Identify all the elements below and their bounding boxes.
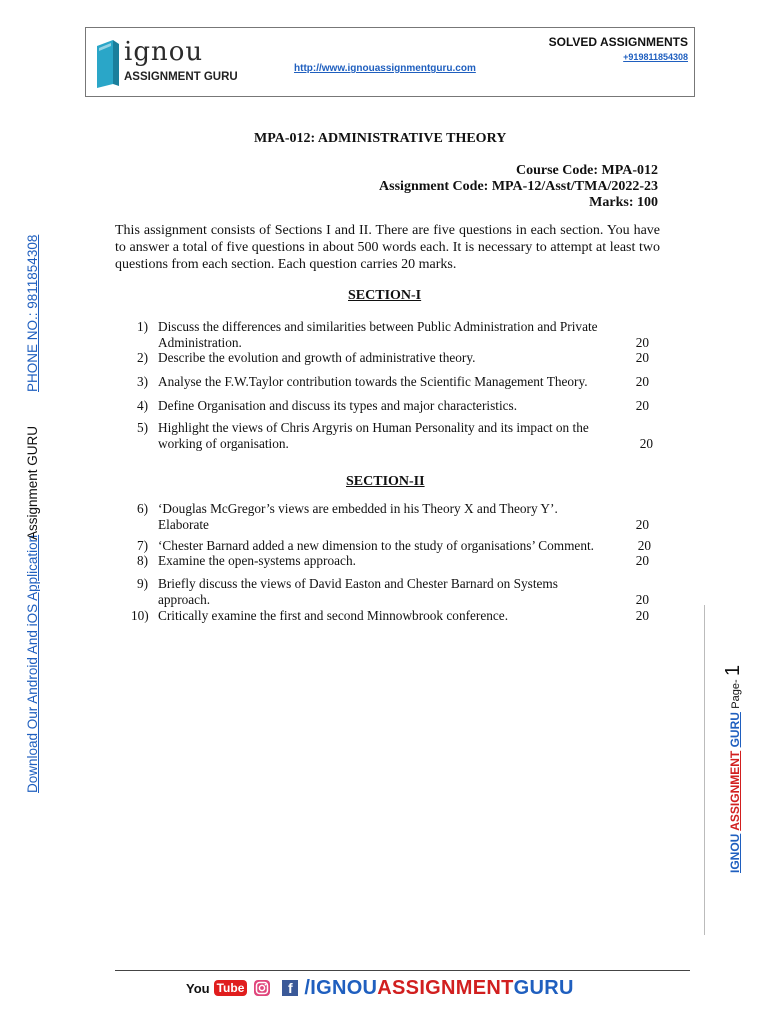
footer-ignou: IGNOU <box>310 976 378 999</box>
question-text: Briefly discuss the views of David Easton and Chester Barnard on Systems approach. <box>158 576 558 607</box>
question-number: 4) <box>137 398 149 413</box>
question-number: 8) <box>137 553 149 568</box>
question-item <box>137 420 657 452</box>
question-text: ‘Douglas McGregor’s views are embedded in his Theory X and Theory Y’. Elaborate <box>158 501 558 532</box>
page-number: 1 <box>722 664 744 677</box>
question-marks: 20 <box>635 398 649 413</box>
question-number: 6) <box>137 501 149 516</box>
question-marks: 20 <box>635 335 649 350</box>
question-item <box>137 374 657 390</box>
intro-paragraph: This assignment consists of Sections I and II. There are five questions in each section. You have to answer a total of five questions in about 500 words each. It is necessary to attempt at least two questions from each section. Each question carries 20 marks. <box>115 223 660 272</box>
section-2-heading: SECTION-II <box>346 474 425 489</box>
question-number: 3) <box>137 374 149 389</box>
question-text: Describe the evolution and growth of administrative theory. <box>158 350 476 365</box>
question-item <box>131 608 651 624</box>
website-link[interactable]: http://www.ignouassignmentguru.com <box>294 63 476 74</box>
question-number: 1) <box>137 319 149 334</box>
question-text: Examine the open-systems approach. <box>158 553 356 568</box>
footer-handle[interactable] <box>304 977 573 1000</box>
logo-subtitle: ASSIGNMENT GURU <box>124 71 238 83</box>
question-marks: 20 <box>637 538 651 553</box>
question-text: Discuss the differences and similarities between Public Administration and Private Administration. <box>158 319 598 350</box>
question-number: 9) <box>137 576 149 591</box>
question-marks: 20 <box>635 374 649 389</box>
facebook-icon[interactable]: f <box>282 980 298 996</box>
brand-ignou[interactable]: IGNOU <box>728 833 742 873</box>
footer-slash: / <box>304 976 311 999</box>
page-label: Page- <box>730 679 742 709</box>
question-marks: 20 <box>635 592 649 607</box>
assignment-code: Assignment Code: MPA-12/Asst/TMA/2022-23 <box>379 179 658 194</box>
question-item <box>137 501 657 533</box>
question-marks: 20 <box>635 517 649 532</box>
footer-social <box>186 977 574 999</box>
question-marks: 20 <box>635 608 649 623</box>
question-number: 5) <box>137 420 149 435</box>
youtube-you: You <box>186 980 210 996</box>
page-footer-vertical <box>722 665 745 873</box>
book-logo-icon <box>95 38 121 90</box>
sidebar-brand-label: Assignment GURU <box>25 425 40 540</box>
logo-wordmark: ignou <box>124 37 204 67</box>
instagram-icon[interactable] <box>254 980 270 996</box>
question-item <box>137 350 657 366</box>
question-item <box>137 553 657 569</box>
question-text: ‘Chester Barnard added a new dimension to the study of organisations’ Comment. <box>158 538 594 553</box>
total-marks: Marks: 100 <box>589 195 658 210</box>
course-code: Course Code: MPA-012 <box>515 163 658 178</box>
footer-assignment: ASSIGNMENT <box>377 976 514 999</box>
question-item <box>137 319 657 351</box>
document-title: MPA-012: ADMINISTRATIVE THEORY <box>254 131 507 146</box>
question-text: Define Organisation and discuss its types and major characteristics. <box>158 398 518 413</box>
question-marks: 20 <box>639 436 653 451</box>
question-number: 2) <box>137 350 149 365</box>
question-item <box>137 576 657 608</box>
question-text: Highlight the views of Chris Argyris on Human Personality and its impact on the working of organisation. <box>158 420 589 451</box>
footer-guru: GURU <box>513 976 574 999</box>
section-1-heading: SECTION-I <box>348 288 422 303</box>
question-text: Critically examine the first and second Minnowbrook conference. <box>158 608 509 623</box>
question-number: 10) <box>131 608 149 623</box>
question-text: Analyse the F.W.Taylor contribution towards the Scientific Management Theory. <box>158 374 588 389</box>
footer-divider <box>115 970 690 971</box>
question-item <box>137 538 657 554</box>
question-number: 7) <box>137 538 149 553</box>
question-marks: 20 <box>635 553 649 568</box>
sidebar-phone-link[interactable]: PHONE NO.: 9811854308 <box>25 234 40 392</box>
right-divider <box>704 605 705 935</box>
solved-assignments-label: SOLVED ASSIGNMENTS <box>548 35 688 49</box>
question-item <box>137 398 657 414</box>
question-marks: 20 <box>635 350 649 365</box>
brand-assignment[interactable]: ASSIGNMENT <box>728 750 742 831</box>
youtube-icon[interactable]: Tube <box>214 980 248 996</box>
download-app-link[interactable]: Download Our Android And iOS Application <box>25 534 40 793</box>
header-phone-link[interactable]: +919811854308 <box>623 52 688 62</box>
brand-guru[interactable]: GURU <box>728 712 742 748</box>
